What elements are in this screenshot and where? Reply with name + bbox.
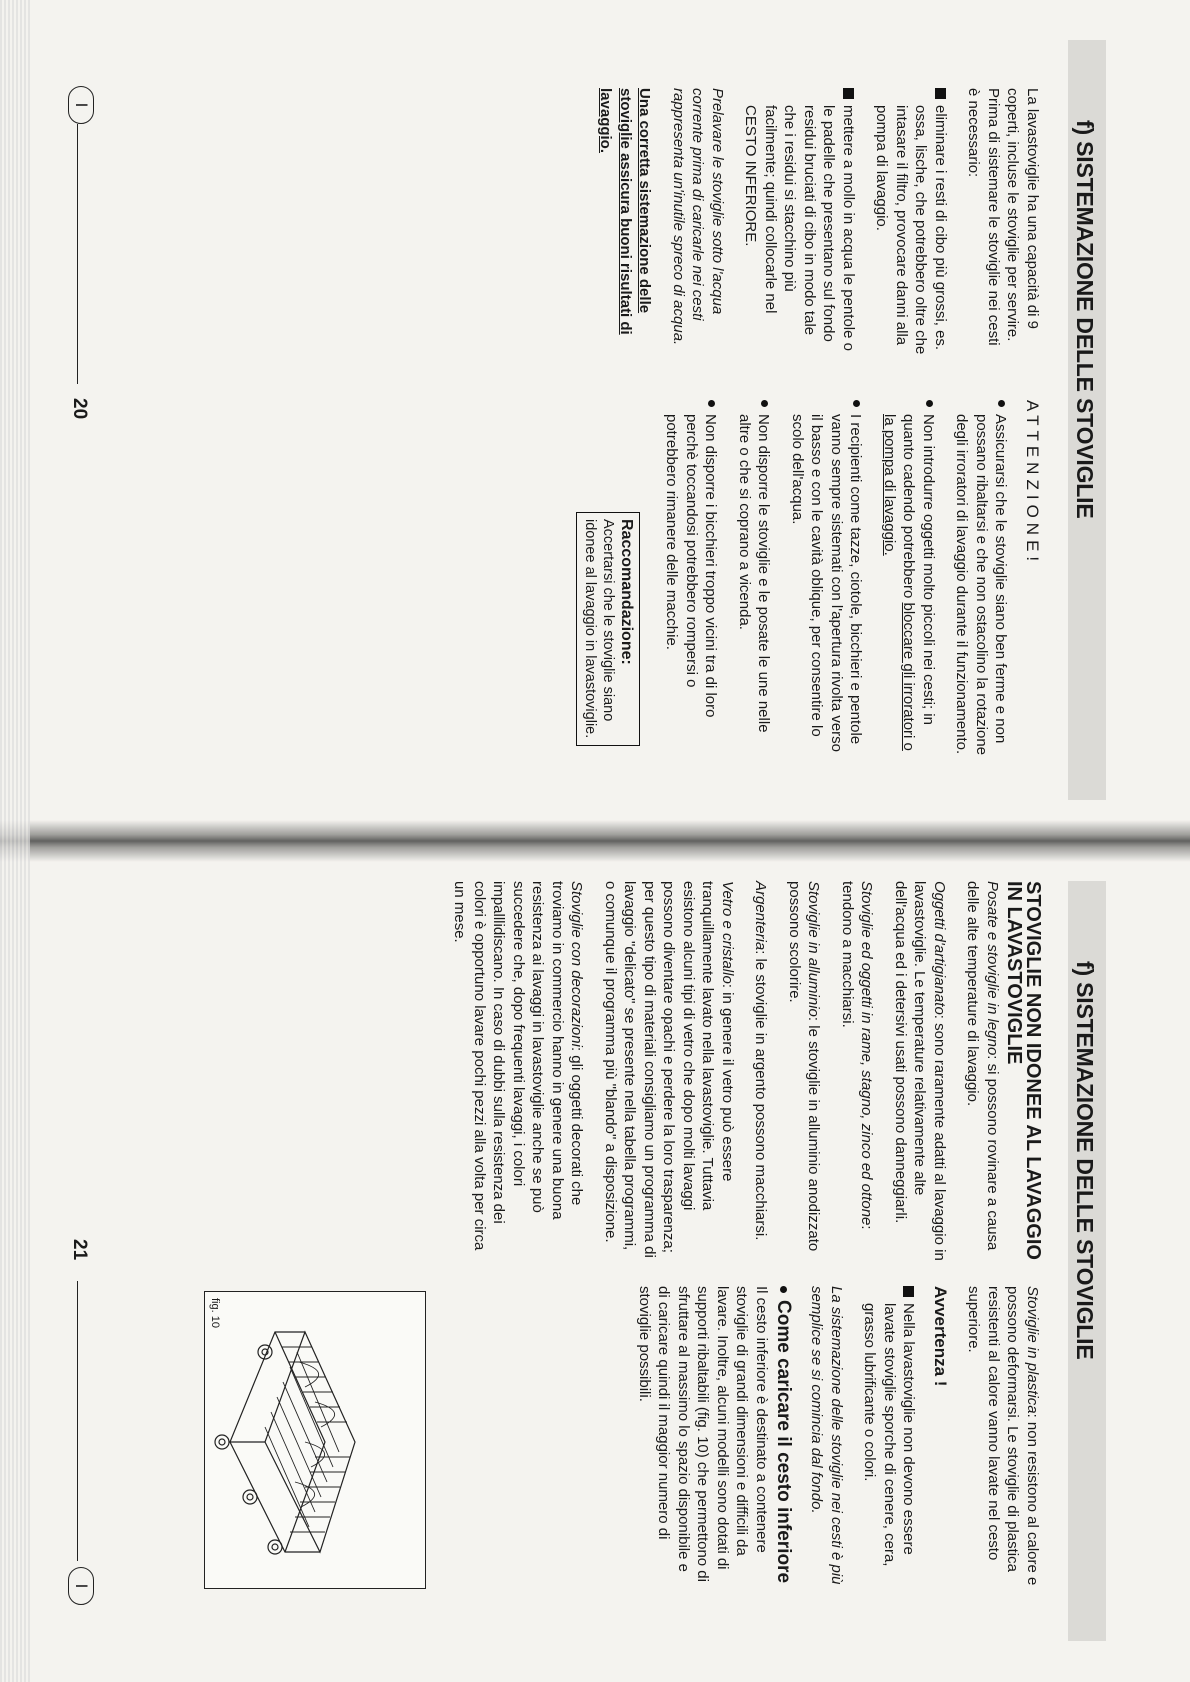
left-column-1 (582, 88, 1042, 358)
list-item: Non disporre le stoviglie e le posate le une nelle altre o che si coprano a vicenda. (735, 400, 774, 760)
dish-rack-illustration (205, 1292, 425, 1588)
right-column-1 (436, 881, 1042, 1261)
bullet-icon (780, 1286, 787, 1293)
paragraph: Stoviglie ed oggetti in rame, stagno, zinco ed ottone: tendono a macchiarsi. (839, 881, 876, 1230)
list-item: eliminare i resti di cibo più grossi, es. ossa, lische, che potrebbero oltre che intasare il filtro, provocare danni alla pompa di lavaggio. (872, 88, 950, 358)
recommendation-box (576, 512, 640, 746)
lower-basket-text: Il cesto inferiore è destinato a contenere stoviglie di grandi dimensioni e difficili da lavare. Inoltre, alcuni modelli sono dotati di supporti ribaltabili (fig. 10) che permettono di sfruttare al massimo lo spazio disponibile e di caricare quindi il maggior numero di stoviglie possibili. (636, 1286, 770, 1582)
box-title: Raccomandazione: (618, 519, 635, 665)
warning-title: Avvertenza ! (931, 1286, 950, 1387)
bold-note: Una corretta sistemazione delle stoviglie assicura buoni risultati di lavaggio. (597, 88, 654, 335)
page-21 (0, 841, 1190, 1682)
list-item: Non introdurre oggetti molto piccoli nei cesti; in quanto cadendo potrebbero bloccare gli irroratori o la pompa di lavaggio. (880, 400, 939, 760)
list-item: mettere a mollo in acqua le pentole o le padelle che presentano sul fondo residui bruciati di cibo in modo tale che i residui si stacchino più facilmente; quindi collocarle nel CESTO INFERIORE. (741, 88, 858, 358)
page-header: f) SISTEMAZIONE DELLE STOVIGLIE (1072, 961, 1098, 1360)
paragraph: Stoviglie in alluminio: le stoviglie in alluminio anodizzato possono scolorire. (786, 881, 823, 1252)
square-bullet-icon (935, 88, 946, 99)
footer-rule (77, 124, 78, 384)
paragraph: Vetro e cristallo: in genere il vetro può essere tranquillamente lavato nella lavastoviglie. Tuttavia esistono alcuni tipi di vetro che dopo molti lavaggi possono diventare opachi e perdere la loro trasparenza; per questo tipo di materiali consigliamo un programma di lavaggio "delicato" se presente nella tabella programmi, o comunque il programma più "blando" a disposizione. (602, 881, 736, 1258)
square-bullet-icon (843, 88, 854, 99)
right-column-2 (621, 1286, 1043, 1586)
paragraph: Posate e stoviglie in legno: si possono rovinare a causa delle alte temperature di lavaggio. (964, 881, 1001, 1251)
unsuitable-title: STOVIGLIE NON IDONEE AL LAVAGGIO IN LAVASTOVIGLIE (1003, 881, 1044, 1260)
bullet-icon (762, 400, 769, 407)
attention-title: ATTENZIONE! (1023, 400, 1042, 567)
paragraph: Oggetti d'artigianato: sono raramente adatti al lavaggio in lavastoviglie. Le temperature relativamente alte dell'acqua ed i detersivi usati possono danneggiarli. (892, 881, 948, 1261)
paragraph: Argenteria: le stoviglie in argento possono macchiarsi. (752, 881, 770, 1241)
italic-tip: La sistemazione delle stoviglie nei cesti è più semplice se si comincia dal fondo. (808, 1286, 845, 1585)
bullet-icon (926, 400, 933, 407)
list-item: Non disporre i bicchieri troppo vicini tra di loro perchè toccandosi potrebbero rompersi o potrebbero rimanere delle macchie. (662, 400, 721, 760)
paragraph: Stoviglie in plastica: non resistono al calore e possono deformarsi. Le stoviglie di plastica resistenti al calore vanno lavate nel cesto superiore. (965, 1286, 1041, 1586)
intro-text: La lavastoviglie ha una capacità di 9 coperti, incluse le stoviglie per servire. Prima di sistemare le stoviglie nei cesti è necessario: (965, 88, 1041, 346)
footer-rule (77, 1281, 78, 1561)
box-text: Accertarsi che le stoviglie siano idonee al lavaggio in lavastoviglie. (582, 519, 616, 739)
list-item: Nella lavastoviglie non devono essere lavate stoviglie sporche di cenere, cera, grasso lubrificante o colori. (860, 1286, 919, 1586)
figure-10 (204, 1291, 426, 1589)
bullet-icon (709, 400, 716, 407)
italic-note: Prelavare le stoviglie sotto l'acqua corrente prima di caricarle nei cesti rappresenta un'inutile spreco di acqua. (670, 88, 726, 346)
paragraph: Stoviglie con decorazioni: gli oggetti decorati che troviamo in commercio hanno in genere una buona resistenza ai lavaggi in lavastoviglie anche se può succedere che, dopo frequenti lavaggi, i colori impalllidiscano. In caso di dubbi sulla resistenza dei colori è opportuno lavare pochi pezzi alla volta per circa un mese. (451, 881, 586, 1251)
lower-basket-title: Come caricare il cesto inferiore (773, 1286, 793, 1586)
language-badge: I (68, 86, 94, 124)
bullet-icon (854, 400, 861, 407)
page-number: 20 (69, 398, 90, 420)
left-column-2 (576, 400, 1042, 760)
language-badge: I (68, 1567, 94, 1605)
bullet-icon (999, 400, 1006, 407)
list-item: Assicurarsi che le stoviglie siano ben ferme e non possano ribaltarsi e che non ostacolino la rotazione degli irroratori di lavaggio durante il funzionamento. (952, 400, 1011, 760)
figure-label: fig. 10 (209, 1298, 221, 1328)
page-header: f) SISTEMAZIONE DELLE STOVIGLIE (1072, 120, 1098, 519)
scan-edge (0, 0, 30, 1682)
page-number: 21 (69, 1239, 90, 1261)
square-bullet-icon (904, 1286, 915, 1297)
list-item: I recipienti come tazze, ciotole, bicchieri e pentole vanno sempre sistemati con l'apertura rivolta verso il basso e con le cavità oblique, per consentire lo scolo dell'acqua. (788, 400, 866, 760)
